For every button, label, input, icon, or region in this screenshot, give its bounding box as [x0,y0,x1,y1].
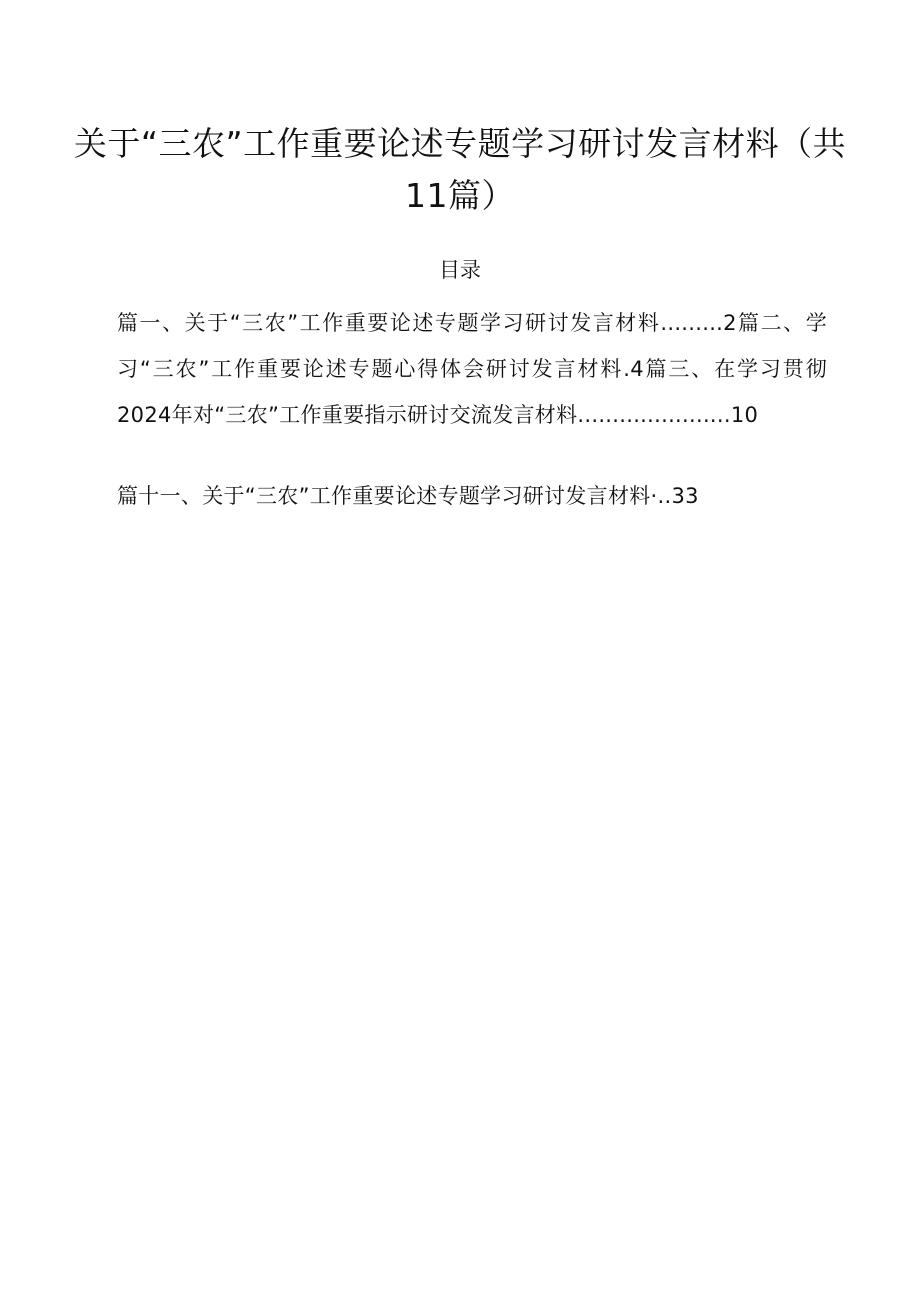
toc-entry-11[interactable]: 篇十一、关于“三农”工作重要论述专题学习研讨发言材料·..33 [117,484,699,508]
toc-heading: 目录 [439,258,481,282]
toc-entry-1[interactable]: 篇一、关于“三农”工作重要论述专题学习研讨发言材料.........2 [117,311,737,335]
toc-entries-block [117,300,827,438]
toc-entry-3[interactable]: 篇三、在学习贯彻2024年对“三农”工作重要指示研讨交流发言材料......................10 [117,357,827,427]
toc-entry-2[interactable]: 篇二、学习“三农”工作重要论述专题心得体会研讨发言材料.4 [117,311,827,381]
document-title: 关于“三农”工作重要论述专题学习研讨发言材料（共11篇） [73,124,847,215]
